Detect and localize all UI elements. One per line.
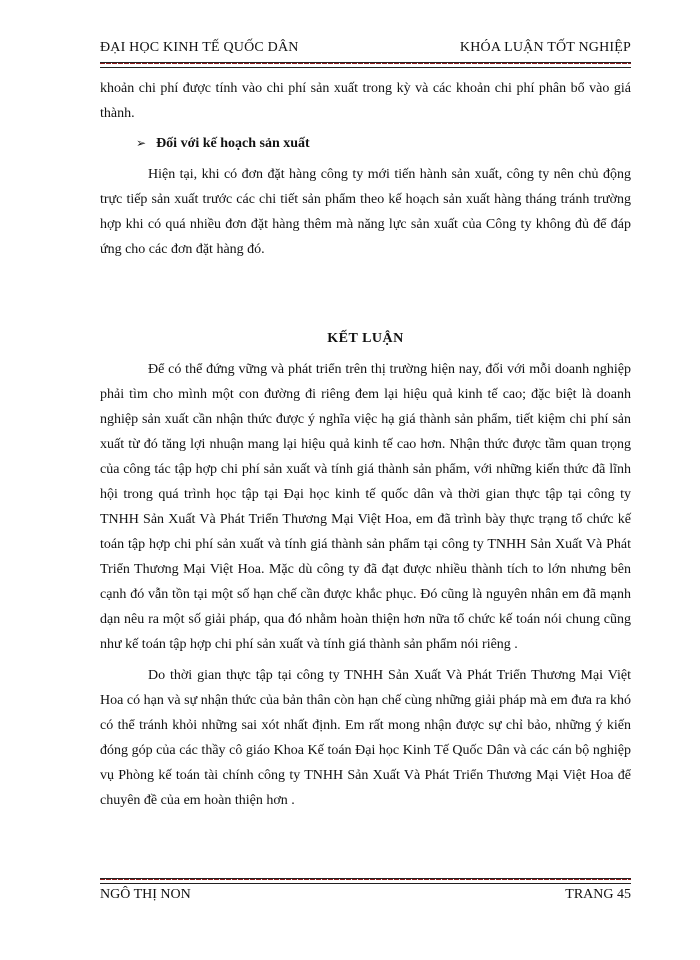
document-body bbox=[100, 76, 631, 813]
footer-divider bbox=[100, 878, 631, 884]
paragraph-continuation: khoản chi phí được tính vào chi phí sản xuất trong kỳ và các khoản chi phí phân bổ vào giá thành. bbox=[100, 81, 631, 121]
page-footer bbox=[100, 887, 631, 907]
conclusion-paragraph-1: Để có thể đứng vững và phát triển trên thị trường hiện nay, đối với mỗi doanh nghiệp phải tìm cho mình một con đường đi riêng đem lại hiệu quả kinh tế cao; đặc biệt là doanh nghiệp sản xuất cần nhận thức được ý nghĩa việc hạ giá thành sản phẩm, tiết kiệm chi phí sản xuất từ đó tăng lợi nhuận mang lại hiệu quả kinh tế cao hơn. Nhận thức được tầm quan trọng của công tác tập hợp chi phí sản xuất và tính giá thành sản phẩm, với những kiến thức đã lĩnh hội trong quá trình học tập tại Đại học kinh tế quốc dân và thời gian thực tập tại công ty TNHH Sản Xuất Và Phát Triển Thương Mại Việt Hoa, em đã trình bày thực trạng tổ chức kế toán tập hợp chi phí sản xuất và tính giá thành sản phẩm tại công ty TNHH Sản Xuất Và Phát Triển Thương Mại Việt Hoa. Mặc dù công ty đã đạt được nhiều thành tích to lớn nhưng bên cạnh đó vẫn tồn tại một số hạn chế cần được khắc phục. Đó cũng là nguyên nhân em đã mạnh dạn nêu ra một số giải pháp, qua đó nhằm hoàn thiện hơn nữa tổ chức kế toán nói chung cũng như kế toán tập hợp chi phí sản xuất và tính giá thành sản phẩm nói riêng . bbox=[100, 362, 631, 652]
conclusion-title: KẾT LUẬN bbox=[327, 331, 404, 346]
header-divider bbox=[100, 62, 631, 68]
header-thesis-label: KHÓA LUẬN TỐT NGHIỆP bbox=[459, 40, 631, 55]
page-header bbox=[100, 40, 631, 64]
bullet-heading bbox=[100, 131, 631, 156]
footer-page-number: TRANG 45 bbox=[565, 887, 631, 902]
footer-author: NGÔ THỊ NON bbox=[100, 887, 191, 902]
conclusion-paragraph-2: Do thời gian thực tập tại công ty TNHH Sản Xuất Và Phát Triển Thương Mại Việt Hoa có hạn và sự nhận thức của bản thân còn hạn chế cùng những giải pháp mà em đưa ra khó có thể tránh khỏi những sai xót nhất định. Em rất mong nhận được sự chỉ bảo, những ý kiến đóng góp của các thầy cô giáo Khoa Kế toán Đại học Kinh Tế Quốc Dân và các cán bộ nghiệp vụ Phòng kế toán tài chính công ty TNHH Sản Xuất Và Phát Triển Thương Mại Việt Hoa để chuyên đề của em hoàn thiện hơn . bbox=[100, 668, 631, 808]
bullet-heading-text: Đối với kế hoạch sản xuất bbox=[156, 136, 310, 151]
arrow-bullet-icon: ➢ bbox=[136, 136, 147, 150]
paragraph-production-plan: Hiện tại, khi có đơn đặt hàng công ty mới tiến hành sản xuất, công ty nên chủ động trực tiếp sản xuất trước các chi tiết sản phẩm theo kế hoạch sản xuất hàng tháng tránh trường hợp khi có quá nhiều đơn đặt hàng thêm mà năng lực sản xuất của Công ty không đủ để đáp ứng cho các đơn đặt hàng đó. bbox=[100, 167, 631, 257]
header-university: ĐẠI HỌC KINH TẾ QUỐC DÂN bbox=[100, 40, 299, 55]
